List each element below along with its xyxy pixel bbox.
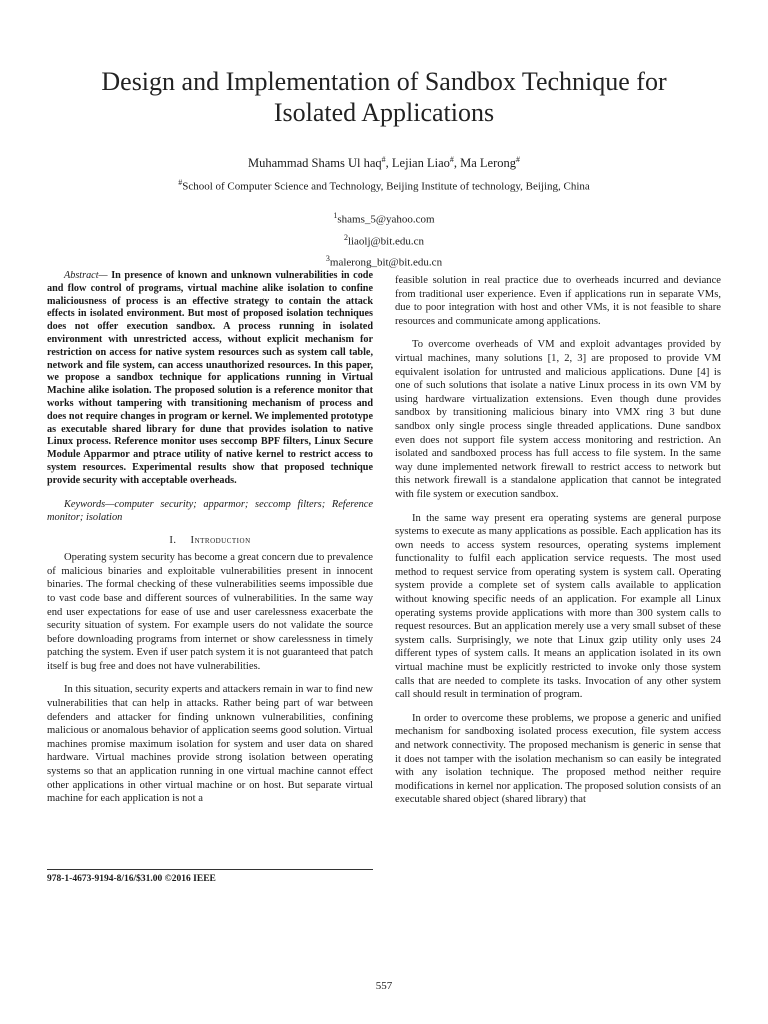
affiliation-mark: # [178,178,183,187]
right-column [395,274,721,817]
keywords: Keywords—computer security; apparmor; seccomp filters; Reference monitor; isolation [47,498,373,523]
section-heading [47,534,373,548]
email-line [0,207,768,229]
section-title: Introduction [190,534,251,546]
body-paragraph: In the same way present era operating systems are general purpose systems to execute as many applications as possible. Each application has its own needs to access system resources, operating systems implement functionality to fulfil each application service requests. The most used method to request service from operating system is system call. Operating system provide a complete set of system calls available to application without knowing specific needs of an application. For example all Linux operating systems provide applications with more than 300 system calls to request resources. But an application merely use a very small subset of these system calls. Surprisingly, we note that Linux gzip utility only uses 24 different types of system calls. It means an application isolated in its own virtual machine must be explicitly restricted to invoke only those system calls that are needed to complete its tasks. Invocation of any other system call should result in termination of program. [395,512,721,701]
author-mark: # [449,155,454,164]
email-line [0,250,768,272]
email-mark: 2 [343,232,348,242]
affiliation [0,176,768,194]
author-name: Ma Lerong [460,156,517,171]
abstract [47,270,373,488]
copyright-notice: 978-1-4673-9194-8/16/$31.00 ©2016 IEEE [47,874,216,884]
abstract-text: In presence of known and unknown vulnerabilities in code and flow control of programs, virtual machine alike isolation to confine maliciousness of process is an effective strategy to contain the attack effects in isolated environment. But most of proposed isolation techniques does not offer execution sandbox. A process running in isolated environment with unrestricted access, without explicit mechanism for restriction on access for native system resources such as system call table, network and file system, can access unauthorized resources. In this paper, we propose a sandbox technique for applications running in Virtual Machine alike isolation. The proposed solution is a reference monitor that works without tampering with transitioning mechanism of process and does not require changes in program or kernel. We implemented prototype as executable shared library for dune that provides isolation to native Linux process. Reference monitor uses seccomp BPF filters, Linux Secure Module Apparmor and ptrace utility of native kernel to restrict access to system resources. Experimental results show that proposed technique provide security with acceptable overheads. [47,270,373,486]
email-address: malerong_bit@bit.edu.cn [329,256,443,269]
section-number: I. [169,534,177,546]
affiliation-text: School of Computer Science and Technology, Beijing Institute of technology, Beijing, China [182,180,590,193]
author-name: Lejian Liao [391,156,450,171]
body-paragraph: To overcome overheads of VM and exploit advantages provided by virtual machines, many solutions [1, 2, 3] are proposed to provide VM equivalent isolation for untrusted and malicious applications. Dune [4] is one of such solutions that isolate a native Linux process in its own VM by using hardware virtualization extensions. Even though dune provides sandbox by transitioning malicious binary into VMX ring 3 but dune sandbox only single process single threaded applications. Dune sandbox even does not support file system access monitoring and restriction. An isolated and sandboxed process has full access to file system. In the same way dune implemented network firewall to restrict access to network but this network firewall is a standalone application that cannot be integrated with file system or execution sandbox. [395,339,721,500]
footnote-rule [47,869,373,870]
author-name: Muhammad Shams Ul haq [247,156,382,171]
email-address: liaolj@bit.edu.cn [347,235,425,248]
paper-title: Design and Implementation of Sandbox Technique for Isolated Applications [101,67,667,127]
body-paragraph: In order to overcome these problems, we propose a generic and unified mechanism for sandboxing isolated process execution, file system access and network connectivity. The proposed mechanism is generic in sense that it does not tamper with the isolation mechanism so can easily be integrated with any isolation technique. The proposed method neither require modifications in kernel nor application. The proposed solution consists of an executable shared object (shared library) that [395,712,721,806]
email-line [0,229,768,251]
author-mark: # [381,155,386,164]
page-number: 557 [375,980,393,992]
author-mark: # [516,155,521,164]
email-mark: 3 [325,254,330,264]
abstract-lead: Abstract— [64,270,108,281]
author-list: Muhammad Shams Ul haq#, Lejian Liao#, Ma Lerong# [247,155,521,171]
left-column [47,270,373,816]
email-address: shams_5@yahoo.com [337,213,435,226]
email-list [0,207,768,272]
body-paragraph: In this situation, security experts and attackers remain in war to find new vulnerabilities that can help in attacks. Rather being part of war between defenders and attacker for finding unknown vulnerabilities, confining malicious or anomalous behavior of application seems good solution. Virtual machines promise maximum isolation for system and user data on shared hardware. Virtual machines provide strong isolation between operating systems so that an application running in one virtual machine cannot effect other applications in other virtual machine or on host. But separate virtual machine for each application is not a [47,684,373,805]
body-paragraph: Operating system security has become a great concern due to prevalence of malicious binaries and exploitable vulnerabilities present in innocent binaries. The formal checking of these vulnerabilities seems impossible due to vast code base and different sources of vulnerabilities. In the same way end user expectations for ease of use and user carelessness exacerbate the security situation of system. For example users do not validate the source before downloading programs from internet or show carelessness in timely patching the system. Even if user patch system it is not guaranteed that patch itself is bug free and does not have vulnerabilities. [47,552,373,672]
email-mark: 1 [333,211,338,220]
body-paragraph: feasible solution in real practice due to overheads incurred and deviance from traditional user experience. Even if applications run in separate VMs, due to poor integration with host and other VMs, it is not feasible to share resources and communicate among applications. [395,275,721,327]
